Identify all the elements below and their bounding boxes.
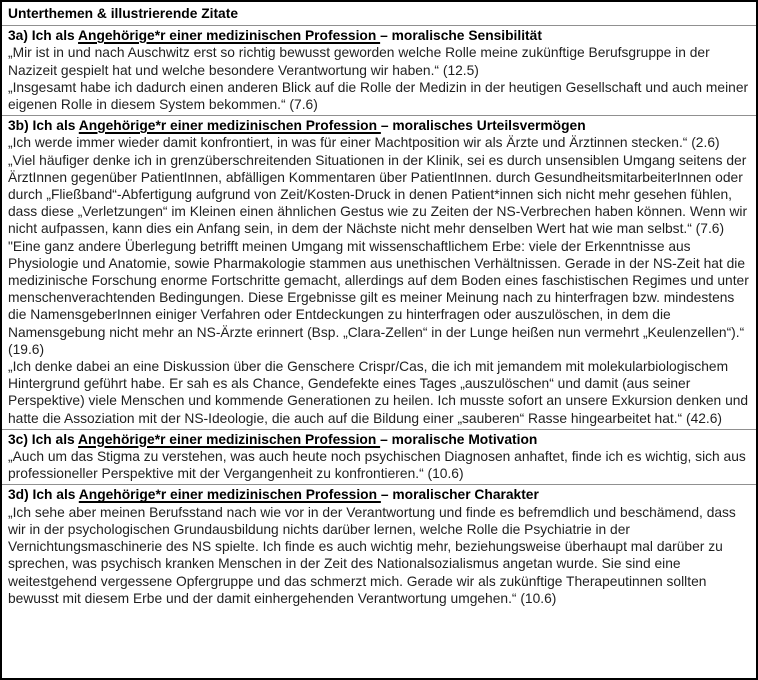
heading-prefix: 3a) Ich als: [8, 28, 79, 44]
quote-paragraph: "Eine ganz andere Überlegung betrifft meinen Umgang mit wissenschaftlichem Erbe: viele der Erkenntnisse aus Physiologie und Anatomie, sowie Pharmakologie stammen aus unethischen Verhältnissen. Gerade in der NS-Zeit hat die medizinische Forschung enorme Fortschritte gemacht, allerdings auf dem Boden eines faschistischen Regimes und unter menschenverachtenden Bedingungen. Diese Ergebnisse gilt es meiner Meinung nach zu hinterfragen bzw. mindestens die NamensgeberInnen einiger Verfahren oder Entdeckungen zu hinterfragen oder auszulöschen, in dem die Namensgebung nicht mehr an NS-Ärzte erinnert (Bsp. „Clara-Zellen“ in der Lunge heißen nun vermehrt „Keulenzellen“).“ (19.6): [8, 238, 749, 357]
table-header-title: Unterthemen & illustrierende Zitate: [8, 6, 238, 21]
section-row-3c: [2, 430, 756, 486]
quote-paragraph: „Viel häufiger denke ich in grenzüberschreitenden Situationen in der Klinik, sei es durch unsensiblen Umgang seitens der ÄrztInnen gegenüber PatientInnen, abfälligen Kommentaren über PatientInnen. durch GesundheitsmitarbeiterInnen oder durch „Fließband“-Abfertigung aufgrund von Zeit/Kosten-Druck in denen Patient*innen sich nicht mehr gesehen fühlen, dass diese „Verletzungen“ im Kleinen einen ähnlichen Gestus wie zu Zeiten der NS-Verbrechen haben können. Wenn wir nicht aufpassen, kann dies ein Anfang sein, in dem der Nächste nicht mehr denselben Wert hat wie man selbst.“ (7.6): [8, 152, 748, 237]
section-row-3a: [2, 26, 756, 116]
heading-underlined-phrase: Angehörige*r einer medizinischen Profession: [78, 487, 381, 503]
heading-underlined-phrase: Angehörige*r einer medizinischen Profession: [78, 431, 381, 447]
heading-suffix: – moralisches Urteilsvermögen: [380, 118, 586, 134]
table-header-row: [2, 2, 756, 26]
quote-paragraph: „Mir ist in und nach Auschwitz erst so richtig bewusst geworden welche Rolle meine zukünftige Berufsgruppe in der Nazizeit gespielt hat und welche besondere Verantwortung wir haben.“ (12.5): [8, 45, 710, 78]
heading-suffix: – moralische Motivation: [380, 431, 538, 447]
heading-suffix: – moralischer Charakter: [380, 487, 539, 503]
quote-paragraph: „Insgesamt habe ich dadurch einen anderen Blick auf die Rolle der Medizin in der heutigen Gesellschaft und auch meiner eigenen Rolle in diesem System bekommen.“ (7.6): [8, 79, 749, 113]
quote-paragraph: „Auch um das Stigma zu verstehen, was auch heute noch psychischen Diagnosen anhaftet, finde ich es wichtig, sich aus professioneller Perspektive mit der Vergangenheit zu konfrontieren.“ (10.6): [8, 449, 746, 482]
section-heading-3d: [8, 486, 750, 503]
section-heading-3a: [8, 27, 750, 44]
heading-suffix: – moralische Sensibilität: [380, 28, 542, 44]
heading-prefix: 3b) Ich als: [8, 118, 79, 134]
quote-paragraph: „Ich sehe aber meinen Berufsstand nach wie vor in der Verantwortung und finde es befremdlich und beschämend, dass wir in der psychologischen Grundausbildung nichts darüber lernen, welche Rolle die Psychiatrie in der Vernichtungsmaschinerie des NS spielte. Ich finde es auch wichtig mehr, beziehungsweise überhaupt mal darüber zu sprechen, was psychisch kranken Menschen in der Zeit des Nationalsozialismus angetan wurde. Sie sind eine weitestgehend vergessene Opfergruppe und das schmerzt mich. Gerade wir als zukünftige Therapeutinnen sollten bewusst mit diesem Erbe und der damit einhergehenden Verantwortung umgehen.“ (10.6): [8, 504, 736, 606]
quote-paragraph: „Ich werde immer wieder damit konfrontiert, in was für einer Machtposition wir als Ärzte und Ärztinnen stecken.“ (2.6): [8, 135, 720, 151]
heading-prefix: 3c) Ich als: [8, 431, 79, 447]
heading-prefix: 3d) Ich als: [8, 487, 79, 503]
quote-paragraph: „Ich denke dabei an eine Diskussion über die Genschere Crispr/Cas, die ich mit jemandem mit molekularbiologischem Hintergrund geführt habe. Er sah es als Chance, Gendefekte eines Tages „auszulöschen“ und damit (aus seiner Perspektive) viele Menschen und kommende Generationen zu heilen. Ich musste sofort an unsere Exkursion denken und hatte die Assoziation mit der NS-Ideologie, die auch auf die Bildung einer „sauberen“ Rasse hingearbeitet hat.“ (42.6): [8, 359, 749, 426]
heading-underlined-phrase: Angehörige*r einer medizinischen Profession: [78, 118, 381, 134]
section-heading-3c: [8, 431, 750, 448]
heading-underlined-phrase: Angehörige*r einer medizinischen Profession: [78, 28, 381, 44]
section-row-3d: [2, 485, 756, 608]
section-row-3b: [2, 116, 756, 430]
section-heading-3b: [8, 117, 750, 134]
